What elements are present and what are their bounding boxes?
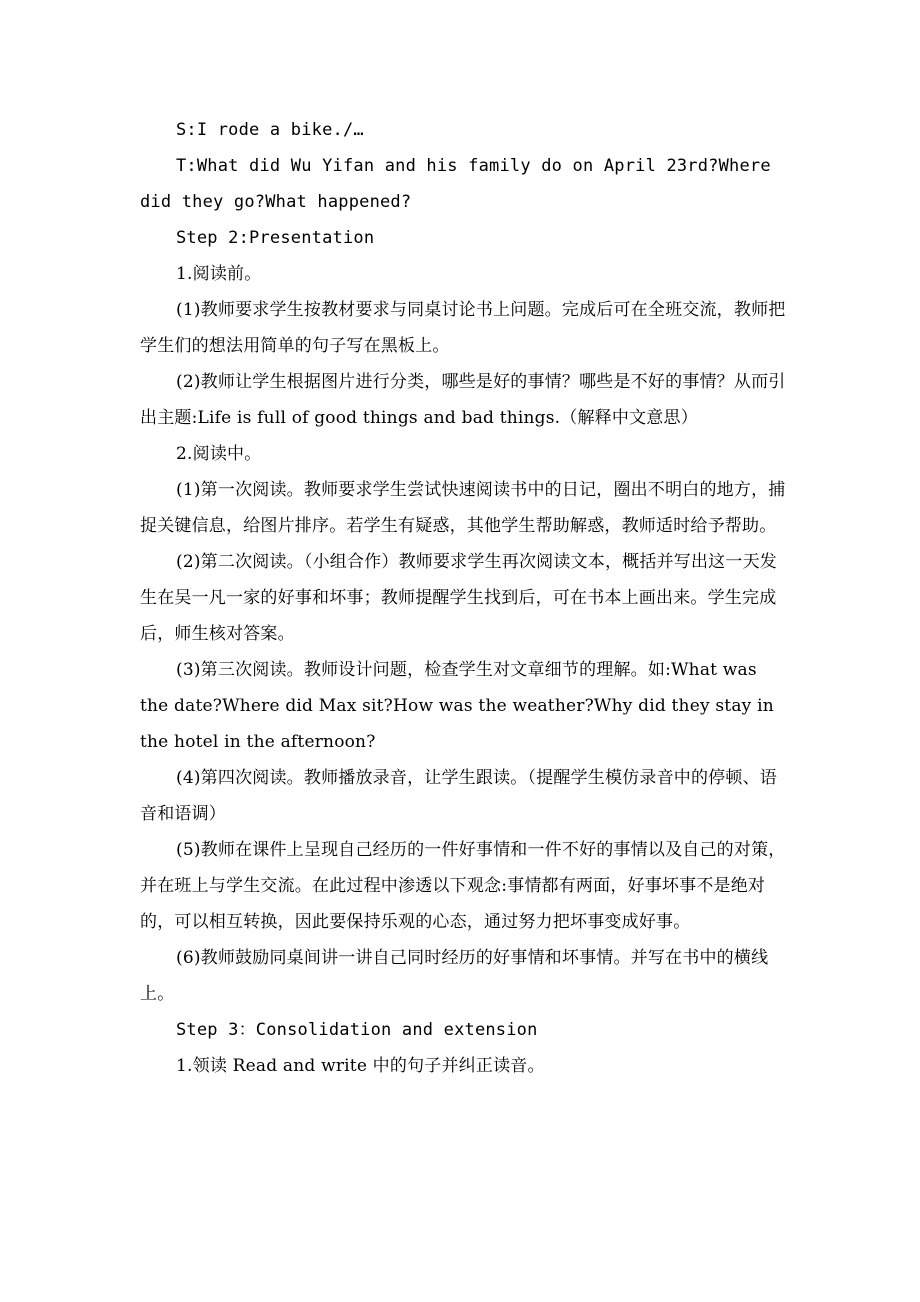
while-reading-item-4: (4)第四次阅读。教师播放录音，让学生跟读。（提醒学生模仿录音中的停顿、语音和语调） <box>140 768 777 824</box>
paragraph-student-answer: S:I rode a bike./… <box>176 120 364 140</box>
while-reading-heading: 2.阅读中。 <box>176 444 262 464</box>
step-2-heading: Step 2:Presentation <box>176 228 375 248</box>
while-reading-item-3: (3)第三次阅读。教师设计问题，检查学生对文章细节的理解。如:What was the date?Where did Max sit?How was the weather?Why did they stay in the hotel in the afternoon? <box>140 660 774 752</box>
while-reading-item-2: (2)第二次阅读。（小组合作）教师要求学生再次阅读文本，概括并写出这一天发生在吴一凡一家的好事和坏事；教师提醒学生找到后，可在书本上画出来。学生完成后，师生核对答案。 <box>140 552 777 644</box>
paragraph-teacher-question: T:What did Wu Yifan and his family do on April 23rd?Where did they go?What happened? <box>140 156 771 212</box>
step-3-heading: Step 3：Consolidation and extension <box>176 1020 538 1040</box>
pre-reading-item-2: (2)教师让学生根据图片进行分类，哪些是好的事情？哪些是不好的事情？从而引出主题:Life is full of good things and bad things.（解释中文意思） <box>140 372 786 428</box>
document-body <box>140 112 788 1084</box>
pre-reading-item-1: (1)教师要求学生按教材要求与同桌讨论书上问题。完成后可在全班交流，教师把学生们的想法用简单的句子写在黑板上。 <box>140 300 786 356</box>
while-reading-item-5: (5)教师在课件上呈现自己经历的一件好事情和一件不好的事情以及自己的对策，并在班上与学生交流。在此过程中渗透以下观念:事情都有两面，好事坏事不是绝对的，可以相互转换，因此要保持乐观的心态，通过努力把坏事变成好事。 <box>140 840 786 932</box>
pre-reading-heading: 1.阅读前。 <box>176 264 262 284</box>
while-reading-item-1: (1)第一次阅读。教师要求学生尝试快速阅读书中的日记，圈出不明白的地方，捕捉关键信息，给图片排序。若学生有疑惑，其他学生帮助解惑，教师适时给予帮助。 <box>140 480 786 536</box>
while-reading-item-6: (6)教师鼓励同桌间讲一讲自己同时经历的好事情和坏事情。并写在书中的横线上。 <box>140 948 769 1004</box>
step-3-item-1: 1.领读 Read and write 中的句子并纠正读音。 <box>176 1056 545 1076</box>
